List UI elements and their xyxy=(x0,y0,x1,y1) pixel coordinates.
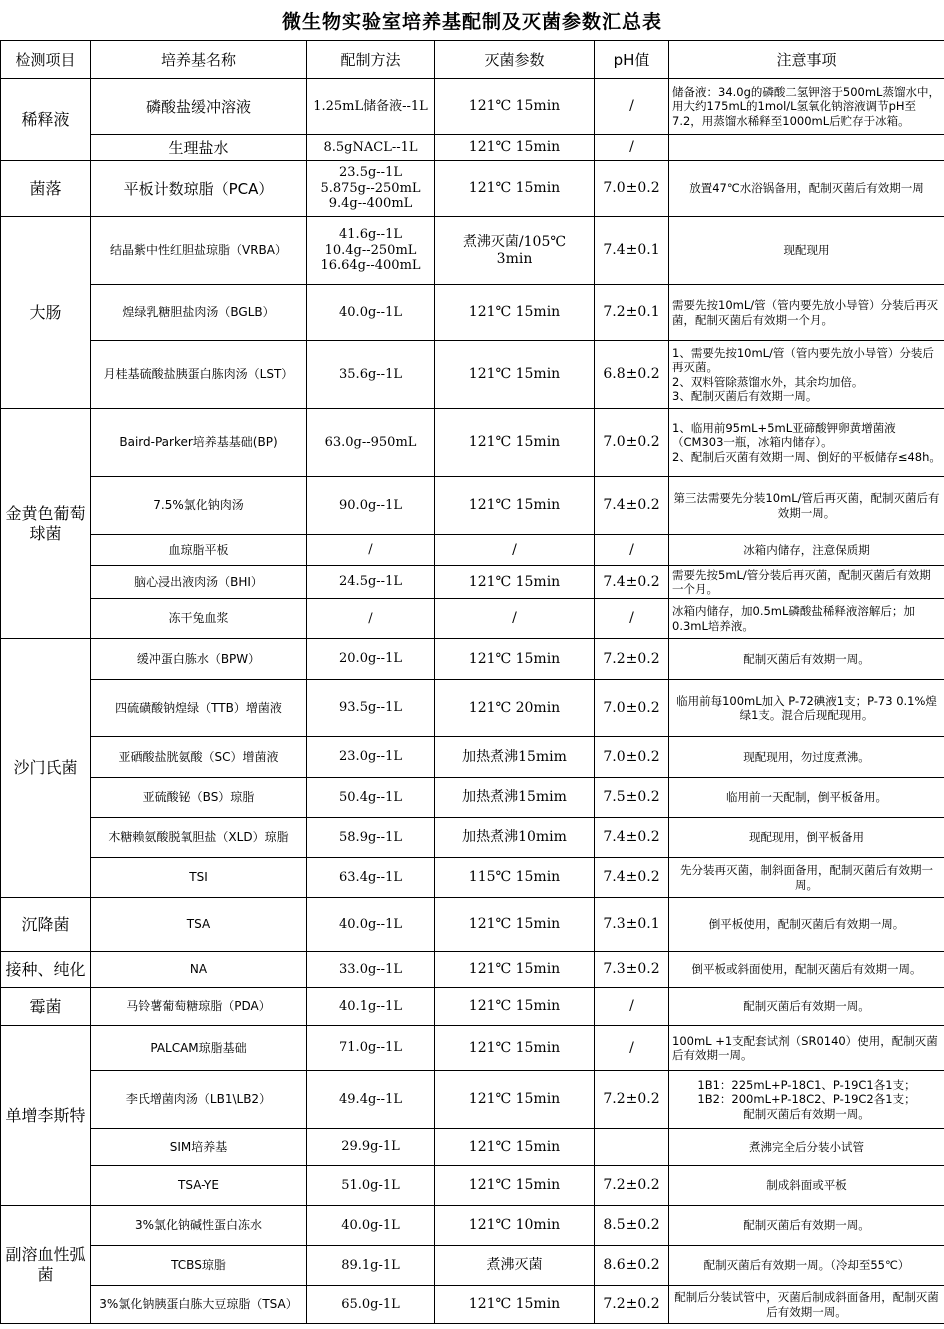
sterilization-cell: 121℃ 15min xyxy=(435,1129,595,1166)
table-row xyxy=(1,639,944,680)
sterilization-cell: 121℃ 15min xyxy=(435,135,595,161)
ph-cell: 7.0±0.2 xyxy=(595,161,669,217)
ph-cell: 7.2±0.2 xyxy=(595,1166,669,1206)
table-row xyxy=(1,1206,944,1246)
media-name-cell: NA xyxy=(91,952,307,988)
notes-cell: 现配现用，勿过度煮沸。 xyxy=(669,737,944,778)
media-name-cell: 月桂基硫酸盐胰蛋白胨肉汤（LST） xyxy=(91,341,307,409)
sterilization-cell: 121℃ 15min xyxy=(435,952,595,988)
ph-cell: 7.0±0.2 xyxy=(595,680,669,737)
media-name-cell: 煌绿乳糖胆盐肉汤（BGLB） xyxy=(91,285,307,341)
table-row xyxy=(1,599,944,639)
notes-cell: 需要先按10mL/管（管内要先放小导管）分装后再灭菌，配制灭菌后有效期一个月。 xyxy=(669,285,944,341)
ph-cell: 7.0±0.2 xyxy=(595,409,669,477)
preparation-cell: 35.6g--1L xyxy=(307,341,435,409)
ph-cell: 7.4±0.2 xyxy=(595,566,669,599)
preparation-cell: 29.9g-1L xyxy=(307,1129,435,1166)
ph-cell: / xyxy=(595,535,669,566)
header-preparation: 配制方法 xyxy=(307,41,435,79)
ph-cell: 7.4±0.2 xyxy=(595,477,669,535)
notes-cell: 制成斜面或平板 xyxy=(669,1166,944,1206)
header-sterilization: 灭菌参数 xyxy=(435,41,595,79)
header-test-item: 检测项目 xyxy=(1,41,91,79)
table-row xyxy=(1,1246,944,1286)
category-cell: 菌落 xyxy=(1,161,91,217)
media-name-cell: 脑心浸出液肉汤（BHI） xyxy=(91,566,307,599)
media-name-cell: 亚硫酸铋（BS）琼脂 xyxy=(91,778,307,818)
sterilization-cell: 121℃ 15min xyxy=(435,477,595,535)
media-name-cell: Baird-Parker培养基基础(BP) xyxy=(91,409,307,477)
preparation-cell: / xyxy=(307,535,435,566)
media-name-cell: 平板计数琼脂（PCA） xyxy=(91,161,307,217)
sterilization-cell: 121℃ 15min xyxy=(435,898,595,952)
media-name-cell: 磷酸盐缓冲溶液 xyxy=(91,79,307,135)
sterilization-cell: 121℃ 15min xyxy=(435,1071,595,1129)
preparation-cell: / xyxy=(307,599,435,639)
preparation-cell: 23.0g--1L xyxy=(307,737,435,778)
media-name-cell: TCBS琼脂 xyxy=(91,1246,307,1286)
header-media-name: 培养基名称 xyxy=(91,41,307,79)
ph-cell: 7.2±0.2 xyxy=(595,1071,669,1129)
header-notes: 注意事项 xyxy=(669,41,944,79)
table-row xyxy=(1,680,944,737)
preparation-cell: 89.1g-1L xyxy=(307,1246,435,1286)
preparation-cell: 63.0g--950mL xyxy=(307,409,435,477)
media-name-cell: TSA-YE xyxy=(91,1166,307,1206)
ph-cell: / xyxy=(595,135,669,161)
ph-cell: 7.5±0.2 xyxy=(595,778,669,818)
media-name-cell: TSA xyxy=(91,898,307,952)
sterilization-cell: 加热煮沸15mim xyxy=(435,778,595,818)
preparation-cell: 40.0g--1L xyxy=(307,285,435,341)
notes-cell: 1、临用前95mL+5mL亚碲酸钾卵黄增菌液（CM303一瓶，冰箱内储存）。 2、配制后灭菌有效期一周、倒好的平板储存≤48h。 xyxy=(669,409,944,477)
notes-cell: 放置47℃水浴锅备用，配制灭菌后有效期一周 xyxy=(669,161,944,217)
table-row xyxy=(1,409,944,477)
sterilization-cell: 121℃ 15min xyxy=(435,566,595,599)
sterilization-cell: 121℃ 15min xyxy=(435,161,595,217)
ph-cell: 7.2±0.2 xyxy=(595,1286,669,1324)
notes-cell: 需要先按5mL/管分装后再灭菌，配制灭菌后有效期一个月。 xyxy=(669,566,944,599)
table-row xyxy=(1,818,944,858)
preparation-cell: 23.5g--1L 5.875g--250mL 9.4g--400mL xyxy=(307,161,435,217)
sterilization-cell: 121℃ 10min xyxy=(435,1206,595,1246)
notes-cell: 现配现用 xyxy=(669,217,944,285)
sterilization-cell: 加热煮沸15mim xyxy=(435,737,595,778)
ph-cell: / xyxy=(595,599,669,639)
ph-cell: 7.3±0.1 xyxy=(595,898,669,952)
notes-cell: 临用前一天配制，倒平板备用。 xyxy=(669,778,944,818)
media-name-cell: 四硫磺酸钠煌绿（TTB）增菌液 xyxy=(91,680,307,737)
notes-cell: 冰箱内储存，注意保质期 xyxy=(669,535,944,566)
notes-cell: 第三法需要先分装10mL/管后再灭菌，配制灭菌后有效期一周。 xyxy=(669,477,944,535)
sterilization-cell: 121℃ 15min xyxy=(435,1286,595,1324)
table-row xyxy=(1,1286,944,1324)
sterilization-cell: / xyxy=(435,599,595,639)
notes-cell: 1B1：225mL+P-18C1、P-19C1各1支； 1B2：200mL+P-18C2、P-19C2各1支； 配制灭菌后有效期一周。 xyxy=(669,1071,944,1129)
category-cell: 稀释液 xyxy=(1,79,91,161)
sterilization-cell: 121℃ 15min xyxy=(435,285,595,341)
table-row xyxy=(1,135,944,161)
preparation-cell: 71.0g--1L xyxy=(307,1026,435,1071)
table-row xyxy=(1,1166,944,1206)
sterilization-cell: 121℃ 15min xyxy=(435,79,595,135)
ph-cell: 7.4±0.2 xyxy=(595,818,669,858)
table-row xyxy=(1,477,944,535)
notes-cell: 配制灭菌后有效期一周。（冷却至55℃） xyxy=(669,1246,944,1286)
media-name-cell: 结晶紫中性红胆盐琼脂（VRBA） xyxy=(91,217,307,285)
category-cell: 大肠 xyxy=(1,217,91,409)
category-cell: 接种、纯化 xyxy=(1,952,91,988)
table-row xyxy=(1,535,944,566)
notes-cell: 配制灭菌后有效期一周。 xyxy=(669,639,944,680)
ph-cell: 8.5±0.2 xyxy=(595,1206,669,1246)
table-row xyxy=(1,858,944,898)
notes-cell: 倒平板使用，配制灭菌后有效期一周。 xyxy=(669,898,944,952)
sterilization-cell: / xyxy=(435,535,595,566)
preparation-cell: 41.6g--1L 10.4g--250mL 16.64g--400mL xyxy=(307,217,435,285)
sterilization-cell: 121℃ 15min xyxy=(435,1166,595,1206)
preparation-cell: 40.1g--1L xyxy=(307,988,435,1026)
table-row xyxy=(1,217,944,285)
media-name-cell: 亚硒酸盐胱氨酸（SC）增菌液 xyxy=(91,737,307,778)
table-row xyxy=(1,898,944,952)
media-name-cell: 血琼脂平板 xyxy=(91,535,307,566)
table-row xyxy=(1,161,944,217)
page-title: 微生物实验室培养基配制及灭菌参数汇总表 xyxy=(281,10,662,33)
preparation-cell: 33.0g--1L xyxy=(307,952,435,988)
ph-cell: 7.2±0.1 xyxy=(595,285,669,341)
sterilization-cell: 121℃ 15min xyxy=(435,409,595,477)
notes-cell: 配制灭菌后有效期一周。 xyxy=(669,1206,944,1246)
category-cell: 霉菌 xyxy=(1,988,91,1026)
media-table xyxy=(0,40,944,1324)
table-row xyxy=(1,285,944,341)
preparation-cell: 8.5gNACL--1L xyxy=(307,135,435,161)
preparation-cell: 24.5g--1L xyxy=(307,566,435,599)
media-name-cell: 3%氯化钠碱性蛋白冻水 xyxy=(91,1206,307,1246)
notes-cell: 倒平板或斜面使用，配制灭菌后有效期一周。 xyxy=(669,952,944,988)
ph-cell: 7.0±0.2 xyxy=(595,737,669,778)
sterilization-cell: 121℃ 15min xyxy=(435,341,595,409)
header-row xyxy=(1,41,944,79)
table-row xyxy=(1,778,944,818)
table-row xyxy=(1,1026,944,1071)
table-row xyxy=(1,1129,944,1166)
preparation-cell: 90.0g--1L xyxy=(307,477,435,535)
ph-cell: 7.4±0.2 xyxy=(595,858,669,898)
preparation-cell: 1.25mL储备液--1L xyxy=(307,79,435,135)
media-name-cell: 木糖赖氨酸脱氧胆盐（XLD）琼脂 xyxy=(91,818,307,858)
preparation-cell: 40.0g-1L xyxy=(307,1206,435,1246)
media-name-cell: 3%氯化钠胰蛋白胨大豆琼脂（TSA） xyxy=(91,1286,307,1324)
category-cell: 金黄色葡萄 球菌 xyxy=(1,409,91,639)
preparation-cell: 58.9g--1L xyxy=(307,818,435,858)
preparation-cell: 50.4g--1L xyxy=(307,778,435,818)
table-row xyxy=(1,566,944,599)
table-row xyxy=(1,988,944,1026)
media-name-cell: 李氏增菌肉汤（LB1\LB2） xyxy=(91,1071,307,1129)
sterilization-cell: 121℃ 15min xyxy=(435,988,595,1026)
table-row xyxy=(1,341,944,409)
notes-cell: 1、需要先按10mL/管（管内要先放小导管）分装后再灭菌。 2、双料管除蒸馏水外，其余均加倍。 3、配制灭菌后有效期一周。 xyxy=(669,341,944,409)
media-name-cell: 马铃薯葡萄糖琼脂（PDA） xyxy=(91,988,307,1026)
ph-cell xyxy=(595,1129,669,1166)
media-name-cell: 生理盐水 xyxy=(91,135,307,161)
media-name-cell: 7.5%氯化钠肉汤 xyxy=(91,477,307,535)
preparation-cell: 65.0g-1L xyxy=(307,1286,435,1324)
table-row xyxy=(1,737,944,778)
notes-cell: 100mL +1支配套试剂（SR0140）使用，配制灭菌后有效期一周。 xyxy=(669,1026,944,1071)
notes-cell xyxy=(669,135,944,161)
category-cell: 单增李斯特 xyxy=(1,1026,91,1206)
sterilization-cell: 121℃ 20min xyxy=(435,680,595,737)
table-row xyxy=(1,1071,944,1129)
preparation-cell: 51.0g-1L xyxy=(307,1166,435,1206)
notes-cell: 冰箱内储存，加0.5mL磷酸盐稀释液溶解后；加0.3mL培养液。 xyxy=(669,599,944,639)
ph-cell: 6.8±0.2 xyxy=(595,341,669,409)
notes-cell: 煮沸完全后分装小试管 xyxy=(669,1129,944,1166)
media-name-cell: 缓冲蛋白胨水（BPW） xyxy=(91,639,307,680)
notes-cell: 配制后分装试管中，灭菌后制成斜面备用，配制灭菌后有效期一周。 xyxy=(669,1286,944,1324)
header-ph: pH值 xyxy=(595,41,669,79)
table-row xyxy=(1,79,944,135)
preparation-cell: 63.4g--1L xyxy=(307,858,435,898)
ph-cell: 7.4±0.1 xyxy=(595,217,669,285)
ph-cell: 7.3±0.2 xyxy=(595,952,669,988)
ph-cell: 8.6±0.2 xyxy=(595,1246,669,1286)
media-name-cell: 冻干兔血浆 xyxy=(91,599,307,639)
sterilization-cell: 煮沸灭菌 xyxy=(435,1246,595,1286)
notes-cell: 储备液：34.0g的磷酸二氢钾溶于500mL蒸馏水中，用大约175mL的1mol/L氢氧化钠溶液调节pH至7.2，用蒸馏水稀释至1000mL后贮存于冰箱。 xyxy=(669,79,944,135)
media-name-cell: TSI xyxy=(91,858,307,898)
media-name-cell: SIM培养基 xyxy=(91,1129,307,1166)
category-cell: 沉降菌 xyxy=(1,898,91,952)
table-row xyxy=(1,952,944,988)
notes-cell: 配制灭菌后有效期一周。 xyxy=(669,988,944,1026)
ph-cell: / xyxy=(595,1026,669,1071)
ph-cell: / xyxy=(595,79,669,135)
ph-cell: / xyxy=(595,988,669,1026)
preparation-cell: 40.0g--1L xyxy=(307,898,435,952)
preparation-cell: 49.4g--1L xyxy=(307,1071,435,1129)
ph-cell: 7.2±0.2 xyxy=(595,639,669,680)
sterilization-cell: 加热煮沸10mim xyxy=(435,818,595,858)
notes-cell: 先分装再灭菌，制斜面备用，配制灭菌后有效期一周。 xyxy=(669,858,944,898)
category-cell: 沙门氏菌 xyxy=(1,639,91,898)
category-cell: 副溶血性弧 菌 xyxy=(1,1206,91,1324)
sterilization-cell: 煮沸灭菌/105℃ 3min xyxy=(435,217,595,285)
sterilization-cell: 121℃ 15min xyxy=(435,1026,595,1071)
preparation-cell: 20.0g--1L xyxy=(307,639,435,680)
notes-cell: 临用前每100mL加入 P-72碘液1支；P-73 0.1%煌绿1支。混合后现配现用。 xyxy=(669,680,944,737)
notes-cell: 现配现用，倒平板备用 xyxy=(669,818,944,858)
sterilization-cell: 115℃ 15min xyxy=(435,858,595,898)
sterilization-cell: 121℃ 15min xyxy=(435,639,595,680)
preparation-cell: 93.5g--1L xyxy=(307,680,435,737)
media-name-cell: PALCAM琼脂基础 xyxy=(91,1026,307,1071)
